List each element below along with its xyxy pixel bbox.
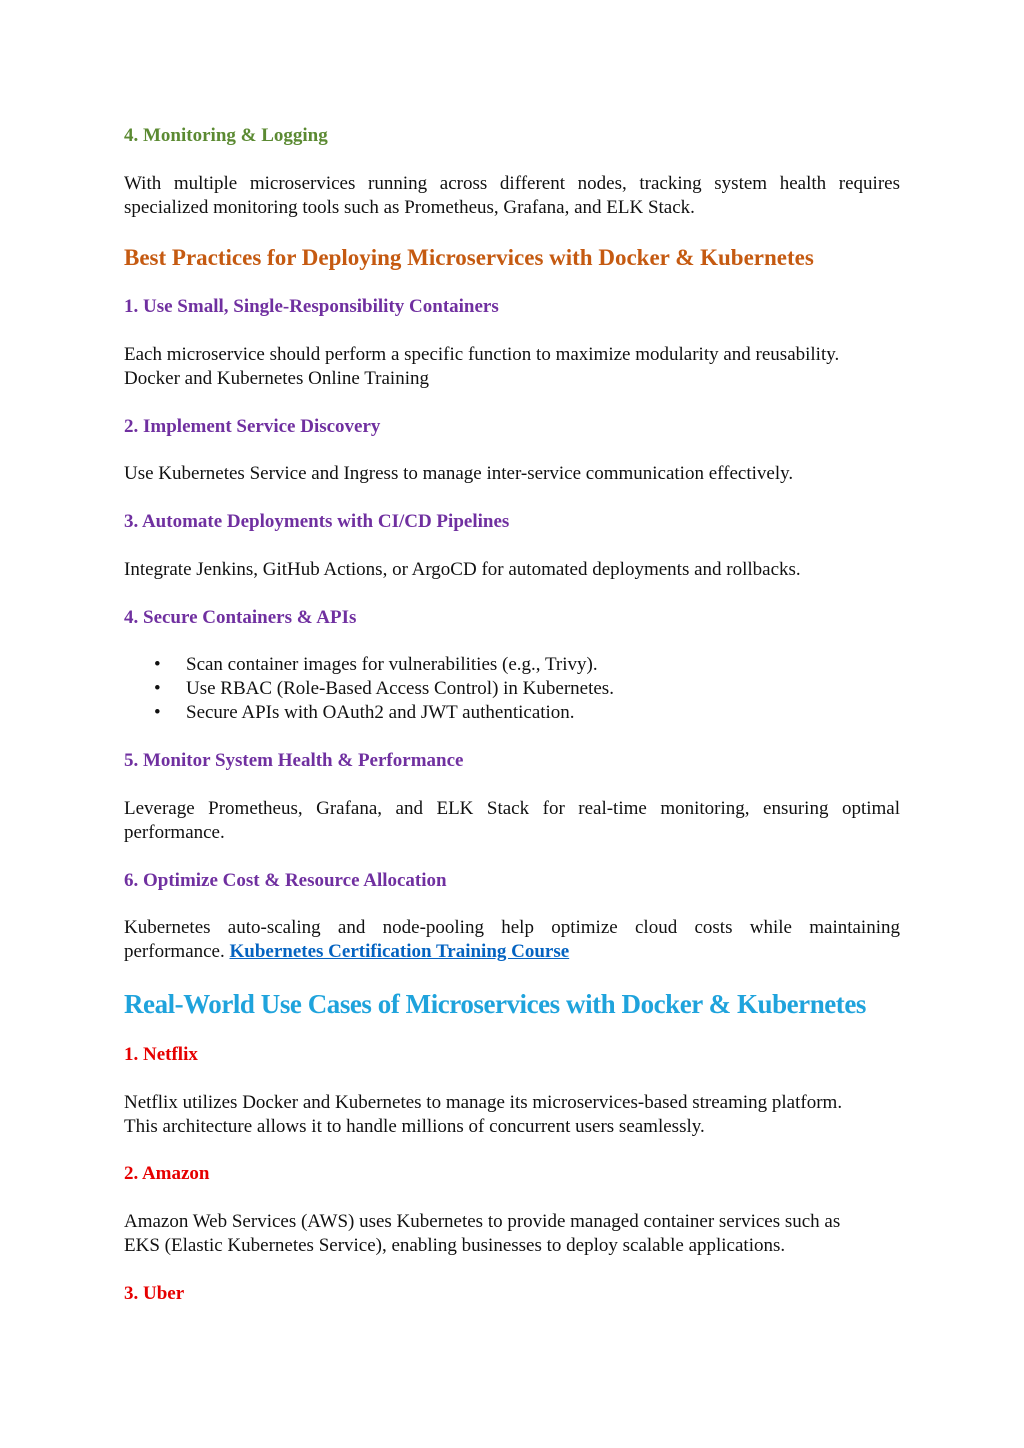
practice-2-text: Use Kubernetes Service and Ingress to manage inter-service communication effectively. <box>124 463 794 484</box>
bullet-icon: • <box>154 678 161 699</box>
amazon-paragraph <box>124 1210 900 1258</box>
amazon-line-2: EKS (Elastic Kubernetes Service), enabling businesses to deploy scalable applications. <box>124 1235 786 1256</box>
amazon-line-1: Amazon Web Services (AWS) uses Kubernetes to provide managed container services such as <box>124 1211 841 1232</box>
practice-1-paragraph <box>124 343 900 391</box>
practice-5-line-2: performance. <box>124 822 225 843</box>
practice-1-line-2: Docker and Kubernetes Online Training <box>124 368 429 389</box>
netflix-heading: 1. Netflix <box>124 1044 198 1065</box>
practice-6-paragraph <box>124 916 900 964</box>
monitoring-heading: 4. Monitoring & Logging <box>124 125 328 146</box>
uber-heading: 3. Uber <box>124 1283 185 1304</box>
use-cases-heading: Real-World Use Cases of Microservices with Docker & Kubernetes <box>124 989 866 1019</box>
bullet-icon: • <box>154 654 161 675</box>
certification-training-link[interactable]: Kubernetes Certification Training Course <box>229 941 570 962</box>
monitoring-paragraph <box>124 172 900 220</box>
bullet-item: • Secure APIs with OAuth2 and JWT authentication. <box>154 702 575 723</box>
bullet-item: • Scan container images for vulnerabilities (e.g., Trivy). <box>154 654 598 675</box>
monitoring-line-1: With multiple microservices running across different nodes, tracking system health requires <box>124 173 900 194</box>
practice-5-line-1: Leverage Prometheus, Grafana, and ELK Stack for real-time monitoring, ensuring optimal <box>124 798 900 819</box>
practice-5-heading: 5. Monitor System Health & Performance <box>124 750 464 771</box>
practice-2-heading: 2. Implement Service Discovery <box>124 416 381 437</box>
practice-5-paragraph <box>124 797 900 845</box>
practice-4-heading: 4. Secure Containers & APIs <box>124 607 357 628</box>
practice-6-line-1: Kubernetes auto-scaling and node-pooling help optimize cloud costs while maintaining <box>124 917 900 938</box>
practice-6-heading: 6. Optimize Cost & Resource Allocation <box>124 870 447 891</box>
practice-4-bullet-list <box>124 653 900 725</box>
netflix-line-1: Netflix utilizes Docker and Kubernetes to manage its microservices-based streaming platform. <box>124 1092 843 1113</box>
netflix-line-2: This architecture allows it to handle millions of concurrent users seamlessly. <box>124 1116 705 1137</box>
bullet-icon: • <box>154 702 161 723</box>
practice-3-text: Integrate Jenkins, GitHub Actions, or ArgoCD for automated deployments and rollbacks. <box>124 559 801 580</box>
amazon-heading: 2. Amazon <box>124 1163 210 1184</box>
practice-3-heading: 3. Automate Deployments with CI/CD Pipelines <box>124 511 510 532</box>
netflix-paragraph <box>124 1091 900 1139</box>
practice-1-line-1: Each microservice should perform a specific function to maximize modularity and reusability. <box>124 344 840 365</box>
monitoring-line-2: specialized monitoring tools such as Prometheus, Grafana, and ELK Stack. <box>124 197 695 218</box>
practice-1-heading: 1. Use Small, Single-Responsibility Containers <box>124 296 499 317</box>
best-practices-heading: Best Practices for Deploying Microservices with Docker & Kubernetes <box>124 245 814 270</box>
practice-6-line-2: performance. Kubernetes Certification Training Course <box>124 941 570 962</box>
bullet-item: • Use RBAC (Role-Based Access Control) in Kubernetes. <box>154 678 614 699</box>
